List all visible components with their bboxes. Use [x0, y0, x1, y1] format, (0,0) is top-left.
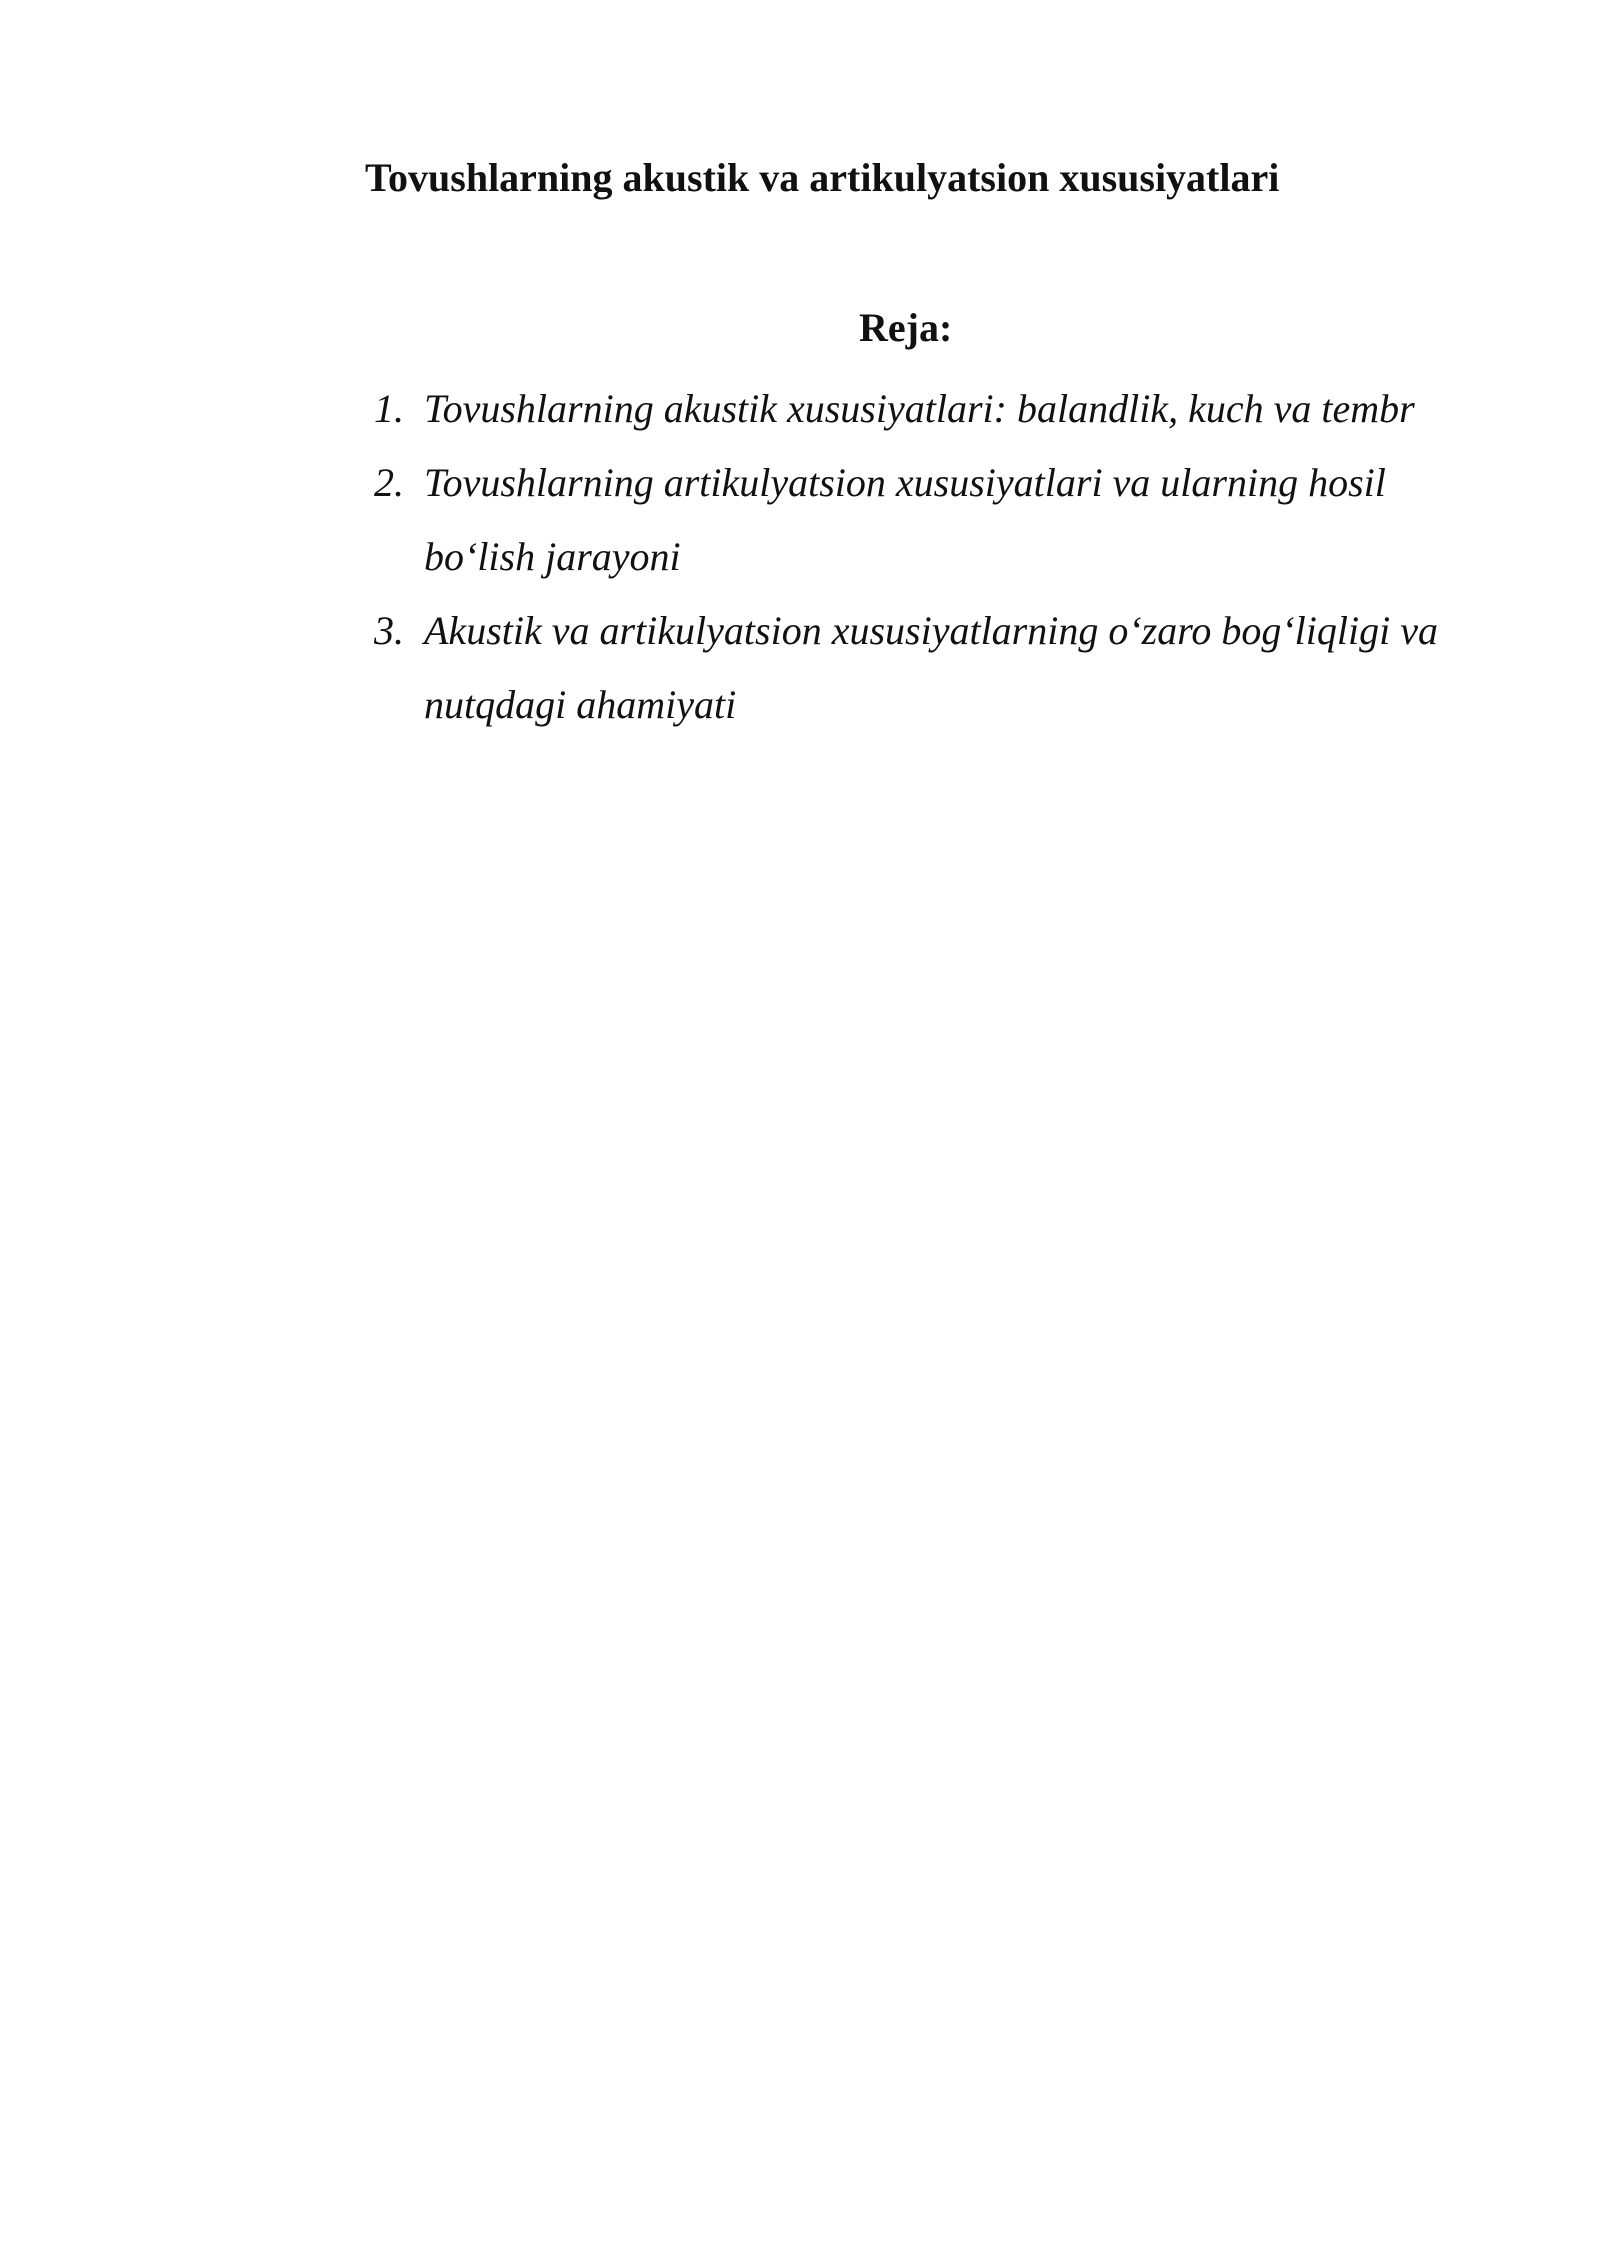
plan-item-text: Akustik va artikulyatsion xususiyatlarning o‘zaro bog‘liqligi va nutqdagi ahamiyati	[424, 608, 1438, 727]
plan-item-text: Tovushlarning akustik xususiyatlari: balandlik, kuch va tembr	[424, 386, 1415, 431]
plan-list	[374, 372, 1490, 742]
plan-heading: Reja:	[859, 305, 953, 350]
plan-item-text: Tovushlarning artikulyatsion xususiyatlari va ularning hosil bo‘lish jarayoni	[424, 460, 1386, 579]
plan-item-number: 2.	[374, 460, 404, 505]
plan-item-3	[374, 594, 1490, 742]
plan-item-number: 1.	[374, 386, 404, 431]
plan-item-1	[374, 372, 1490, 446]
plan-item-number: 3.	[374, 608, 404, 653]
plan-item-2	[374, 446, 1490, 594]
document-title: Tovushlarning akustik va artikulyatsion xususiyatlari	[365, 155, 1280, 200]
